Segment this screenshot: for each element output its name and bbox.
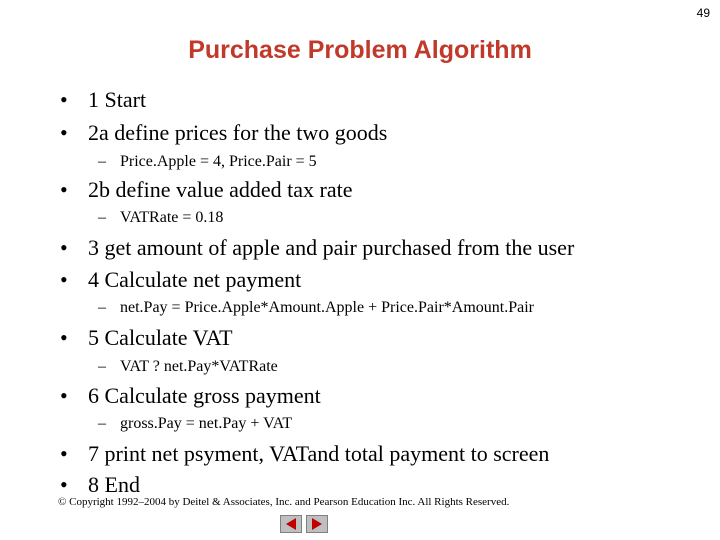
slide-title: Purchase Problem Algorithm [188, 36, 532, 64]
sub-bullet-text: VATRate = 0.18 [120, 209, 224, 226]
bullet-item-gross-payment [60, 384, 321, 408]
bullet-text: 3 get amount of apple and pair purchased from the user [88, 235, 575, 260]
page-number: 49 [696, 6, 710, 20]
bullet-item-calculate-vat [60, 326, 233, 350]
right-arrow-icon [307, 516, 327, 532]
next-slide-button[interactable] [306, 515, 328, 533]
left-arrow-icon [281, 516, 301, 532]
bullet-marker: • [60, 235, 68, 260]
bullet-text: 5 Calculate VAT [88, 325, 233, 350]
sub-item-gross-pay-formula [98, 415, 292, 433]
sub-bullet-marker: – [98, 415, 106, 432]
sub-bullet-text: Price.Apple = 4, Price.Pair = 5 [120, 153, 317, 170]
bullet-item-define-prices [60, 121, 387, 145]
bullet-item-define-vat-rate [60, 178, 352, 202]
sub-item-vat-rate [98, 209, 223, 227]
previous-slide-button[interactable] [280, 515, 302, 533]
bullet-marker: • [60, 441, 68, 466]
bullet-marker: • [60, 120, 68, 145]
bullet-item-get-amount [60, 236, 574, 260]
bullet-text: 2b define value added tax rate [88, 177, 353, 202]
bullet-marker: • [60, 383, 68, 408]
bullet-marker: • [60, 325, 68, 350]
bullet-marker: • [60, 472, 68, 497]
sub-bullet-text: VAT ? net.Pay*VATRate [120, 358, 278, 375]
sub-bullet-marker: – [98, 358, 106, 375]
sub-item-net-pay-formula [98, 299, 534, 317]
bullet-marker: • [60, 177, 68, 202]
bullet-marker: • [60, 267, 68, 292]
bullet-text: 4 Calculate net payment [88, 267, 302, 292]
sub-bullet-text: net.Pay = Price.Apple*Amount.Apple + Price.Pair*Amount.Pair [120, 299, 534, 316]
sub-item-prices [98, 153, 317, 171]
bullet-item-print [60, 442, 549, 466]
sub-bullet-text: gross.Pay = net.Pay + VAT [120, 415, 293, 432]
copyright-notice: © Copyright 1992–2004 by Deitel & Associates, Inc. and Pearson Education Inc. All Rights Reserved. [58, 496, 510, 508]
bullet-item-start [60, 88, 146, 112]
sub-bullet-marker: – [98, 209, 106, 226]
bullet-text: 6 Calculate gross payment [88, 383, 321, 408]
bullet-text: 1 Start [88, 87, 147, 112]
bullet-text: 8 End [88, 472, 140, 497]
sub-bullet-marker: – [98, 299, 106, 316]
sub-bullet-marker: – [98, 153, 106, 170]
bullet-item-net-payment [60, 268, 301, 292]
bullet-item-end [60, 473, 140, 497]
bullet-marker: • [60, 87, 68, 112]
sub-item-vat-formula [98, 358, 278, 376]
bullet-text: 7 print net psyment, VATand total payment to screen [88, 441, 550, 466]
bullet-text: 2a define prices for the two goods [88, 120, 388, 145]
